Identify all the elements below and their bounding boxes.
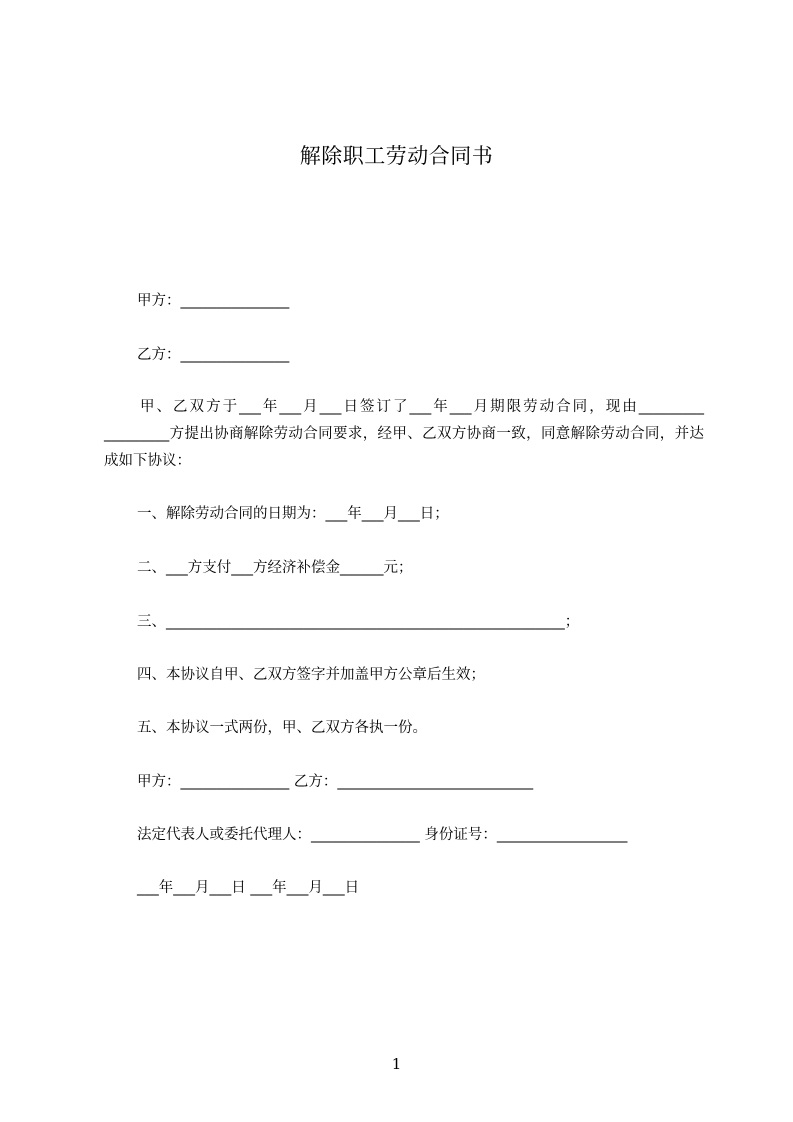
preamble-paragraph: 甲、乙双方于___年___月___日签订了___年___月期限劳动合同，现由_________ _________方提出协商解除劳动合同要求，经甲、乙双方协商一致，同意解除劳动合同，并达成如下协议： <box>104 399 704 469</box>
document-title: 解除职工劳动合同书 <box>299 144 494 168</box>
page-number: 1 <box>391 1055 402 1073</box>
clause-3: 三、_______________________________________________________； <box>137 614 580 630</box>
signature-parties-line: 甲方：_______________ 乙方：___________________________ <box>137 774 534 790</box>
clause-5: 五、本协议一式两份，甲、乙双方各执一份。 <box>137 720 427 736</box>
party-a-line: 甲方：_______________ <box>137 293 290 309</box>
party-b-line: 乙方：_______________ <box>137 347 290 363</box>
signature-dates-line: ___年___月___日 ___年___月___日 <box>137 880 360 896</box>
clause-4: 四、本协议自甲、乙双方签字并加盖甲方公章后生效； <box>137 667 485 683</box>
signature-representative-line: 法定代表人或委托代理人：_______________ 身份证号：__________________ <box>137 827 628 843</box>
clause-1: 一、解除劳动合同的日期为：___年___月___日； <box>137 506 449 522</box>
clause-2: 二、___方支付___方经济补偿金______元； <box>137 560 413 576</box>
